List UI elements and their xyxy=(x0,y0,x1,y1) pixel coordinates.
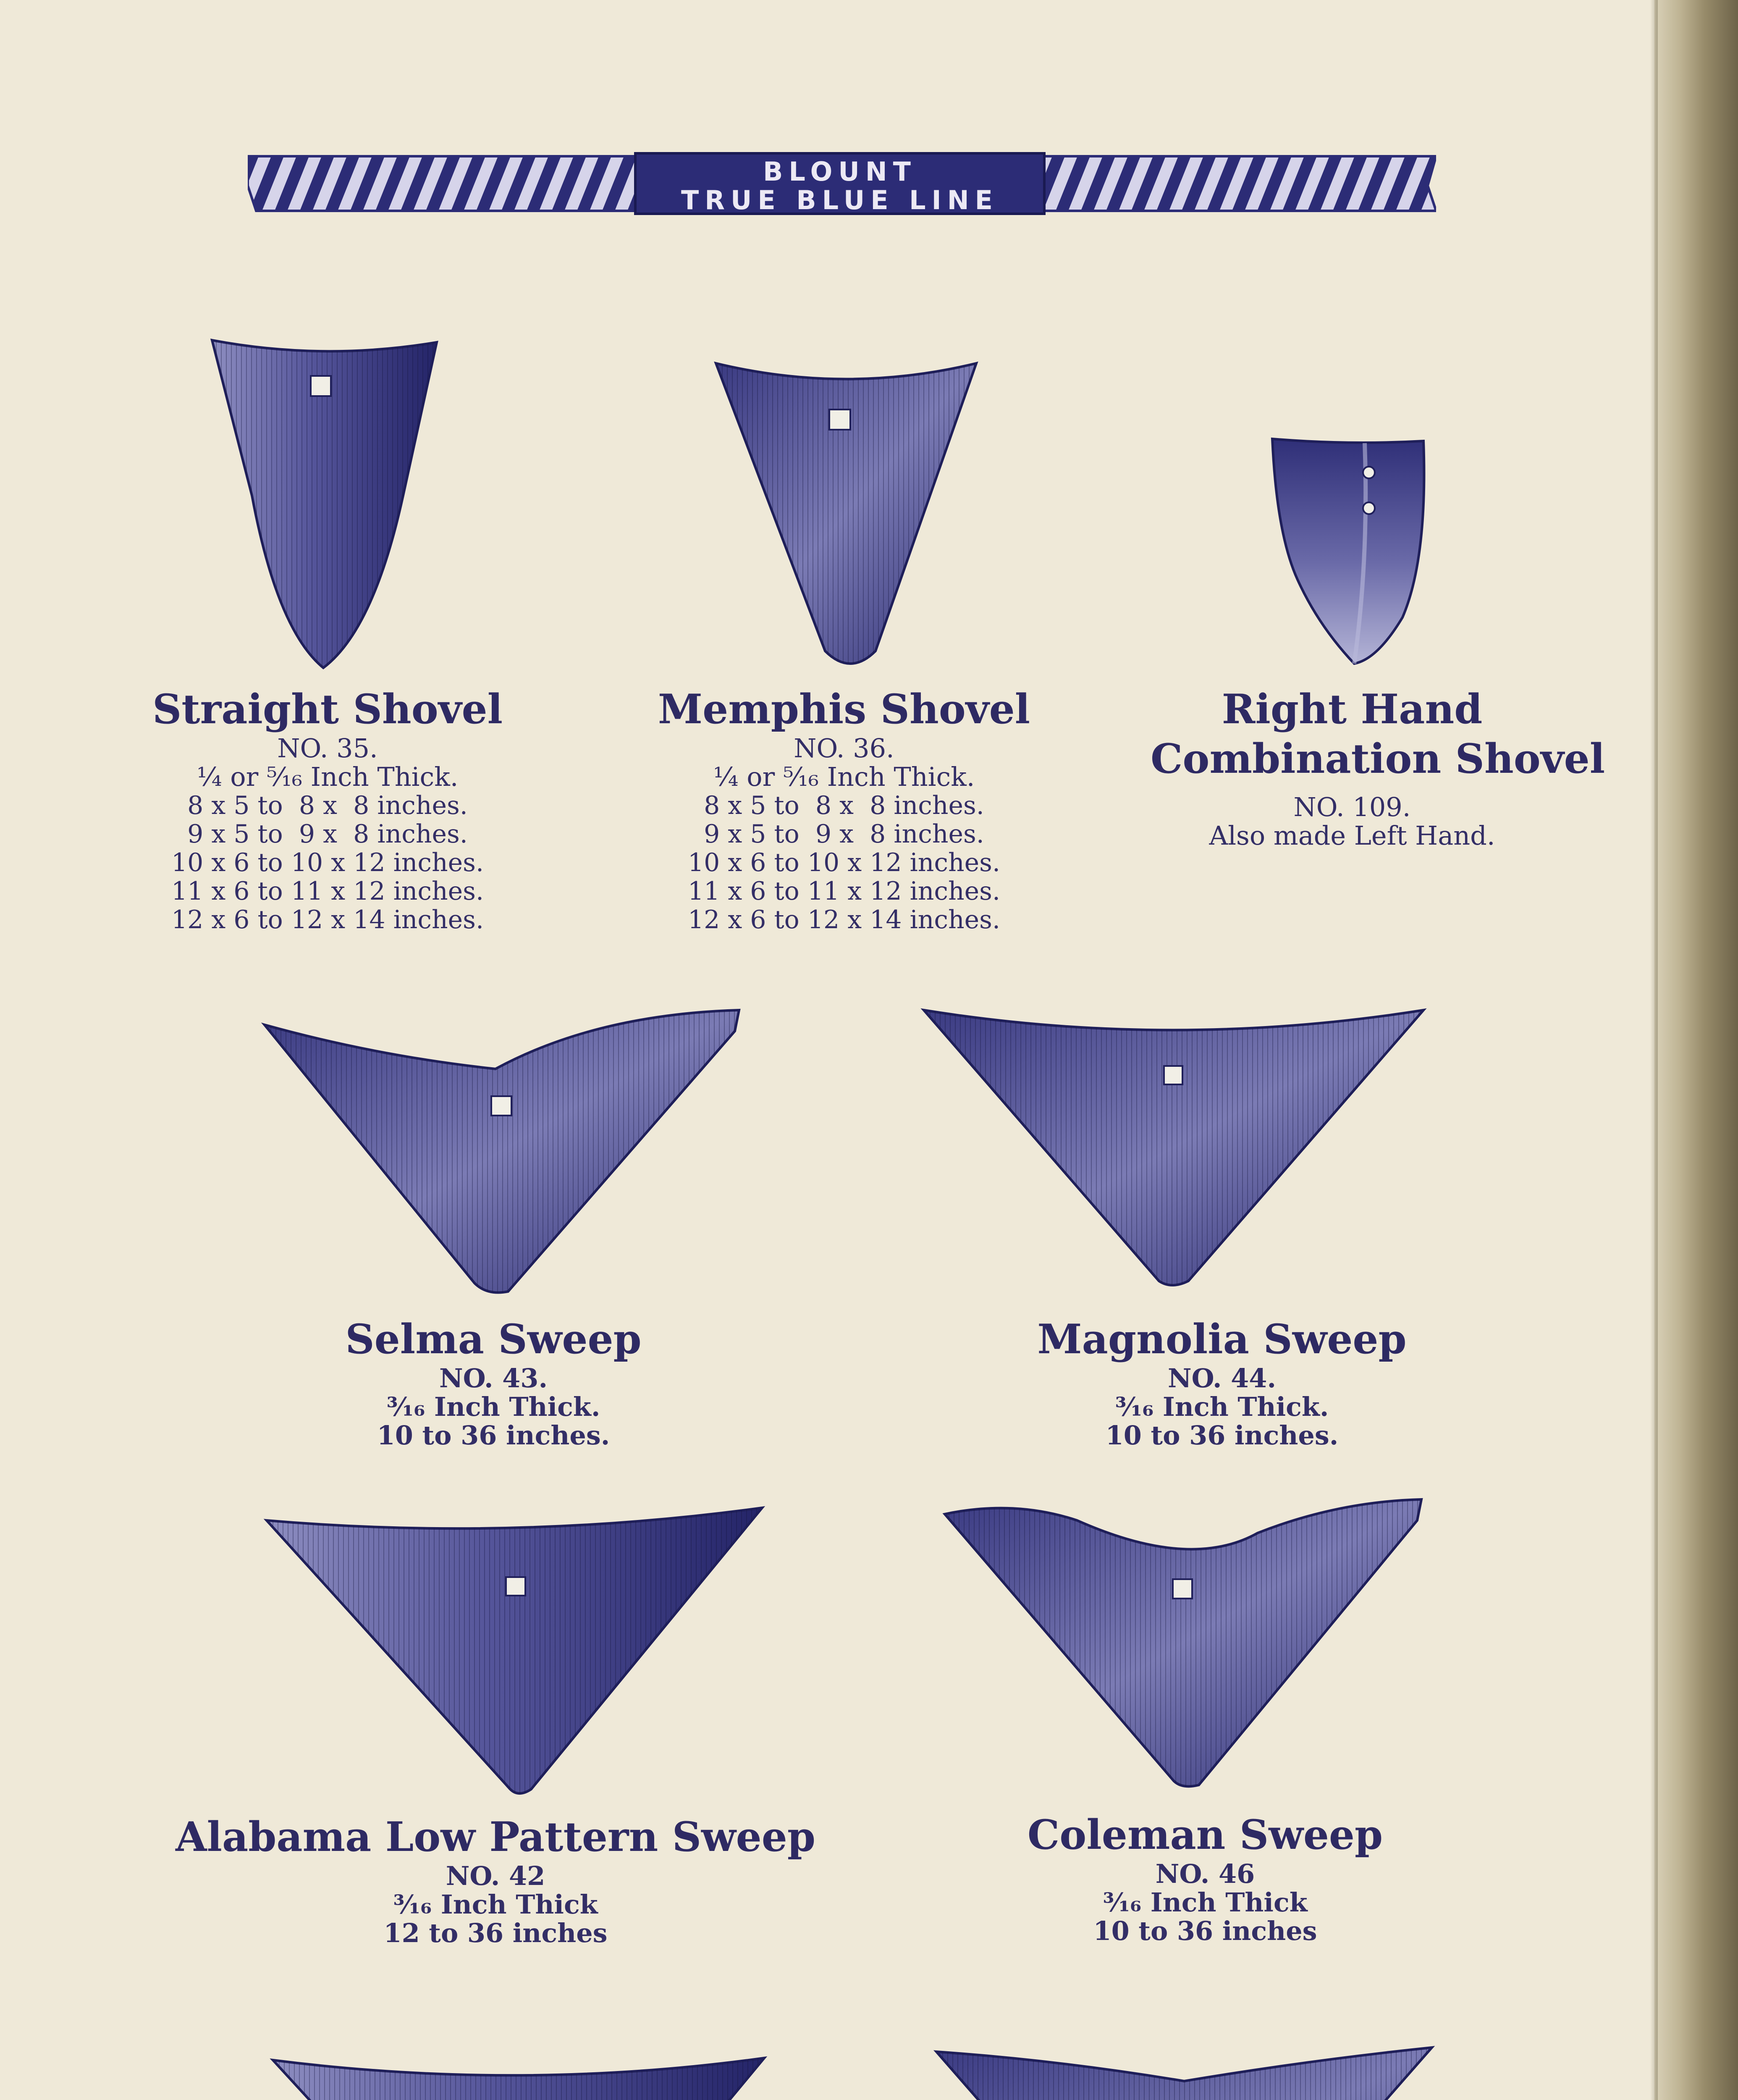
size-row: 11 x 6 to 11 x 12 inches. xyxy=(687,877,1001,906)
product-thickness: ¼ or ⁵⁄₁₆ Inch Thick. xyxy=(197,761,459,792)
magnolia-sweep-icon xyxy=(920,1004,1428,1289)
product-name: Memphis Shovel xyxy=(658,685,1030,733)
product-name: Selma Sweep xyxy=(345,1315,642,1363)
selma-sweep-icon xyxy=(260,1006,743,1300)
banner-plate xyxy=(634,152,1046,215)
header-banner xyxy=(248,152,1436,215)
product-number: NO. 46 xyxy=(1155,1858,1255,1889)
size-row: 10 x 6 to 10 x 12 inches. xyxy=(171,848,484,877)
size-row: 12 x 6 to 12 x 14 inches. xyxy=(171,905,484,934)
product-thickness: ³⁄₁₆ Inch Thick. xyxy=(1115,1391,1329,1422)
product-thickness: ³⁄₁₆ Inch Thick xyxy=(393,1889,598,1920)
texas-magnolia-sweep-icon xyxy=(269,2052,768,2100)
product-name: Alabama Low Pattern Sweep xyxy=(176,1813,815,1861)
product-thickness: ³⁄₁₆ Inch Thick xyxy=(1103,1887,1308,1918)
size-row: 9 x 5 to 9 x 8 inches. xyxy=(704,819,984,849)
coleman-sweep-icon xyxy=(938,1495,1426,1789)
straight-shovel-icon xyxy=(206,336,441,672)
mississippi-sweep-icon xyxy=(932,2043,1436,2100)
product-range: 12 to 36 inches xyxy=(383,1918,608,1948)
size-row: 8 x 5 to 8 x 8 inches. xyxy=(187,791,468,820)
product-number: NO. 36. xyxy=(794,733,894,764)
product-name-line1: Right Hand xyxy=(1222,685,1483,733)
page-edge-shadow xyxy=(1650,0,1658,2100)
product-range: 10 to 36 inches. xyxy=(377,1420,610,1451)
product-number: NO. 35. xyxy=(277,733,378,764)
product-name: Straight Shovel xyxy=(152,685,503,733)
product-note: Also made Left Hand. xyxy=(1209,820,1495,851)
size-row: 9 x 5 to 9 x 8 inches. xyxy=(187,819,468,849)
alabama-sweep-icon xyxy=(262,1504,766,1798)
product-number: NO. 42 xyxy=(446,1861,545,1891)
book-gutter xyxy=(1654,0,1738,2100)
size-row: 12 x 6 to 12 x 14 inches. xyxy=(687,905,1001,934)
memphis-shovel-icon xyxy=(712,357,980,672)
combination-shovel-icon xyxy=(1268,433,1428,672)
product-thickness: ¼ or ⁵⁄₁₆ Inch Thick. xyxy=(713,761,975,792)
product-thickness: ³⁄₁₆ Inch Thick. xyxy=(386,1391,600,1422)
size-row: 11 x 6 to 11 x 12 inches. xyxy=(171,877,484,906)
product-name: Magnolia Sweep xyxy=(1037,1315,1407,1363)
product-range: 10 to 36 inches xyxy=(1093,1916,1317,1946)
product-number: NO. 109. xyxy=(1293,792,1411,822)
banner-brand: BLOUNT xyxy=(763,156,917,187)
product-name-line2: Combination Shovel xyxy=(1151,735,1605,782)
product-number: NO. 43. xyxy=(439,1363,548,1394)
size-row: 10 x 6 to 10 x 12 inches. xyxy=(687,848,1001,877)
banner-tagline: TRUE BLUE LINE xyxy=(681,185,999,215)
product-range: 10 to 36 inches. xyxy=(1105,1420,1339,1451)
product-name: Coleman Sweep xyxy=(1027,1811,1383,1858)
product-number: NO. 44. xyxy=(1167,1363,1277,1394)
size-row: 8 x 5 to 8 x 8 inches. xyxy=(704,791,984,820)
